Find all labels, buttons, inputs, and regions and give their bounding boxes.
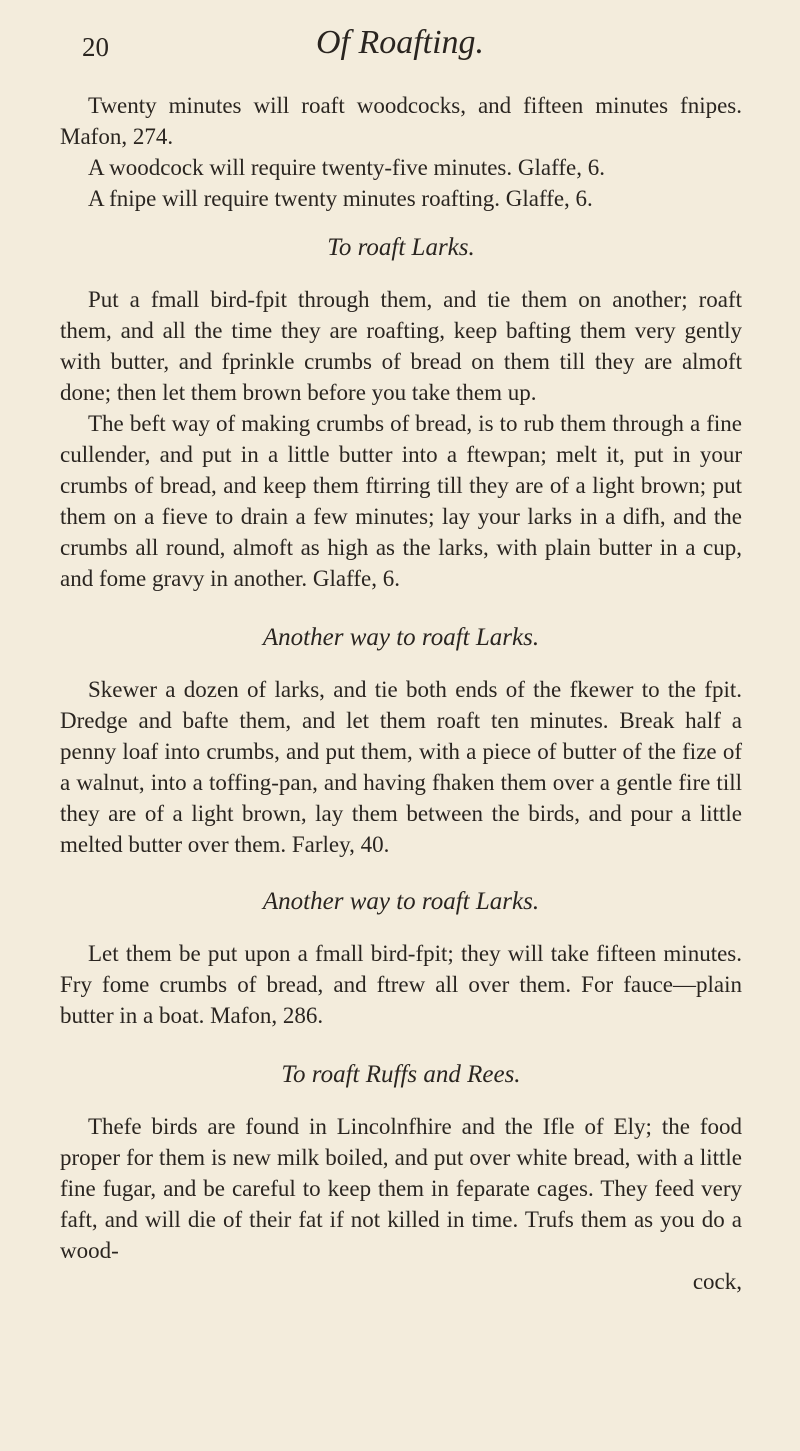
page-header [0,24,800,74]
heading-roast-larks: To roaft Larks. [327,234,475,261]
paragraph-larks-method: Put a fmall bird-fpit through them, and tie them on another; roaft them, and all the time they are roafting, keep bafting them very gently with butter, and fprinkle crumbs of bread on them till they are almoft done; then let them brown before you take them up. [60,287,742,405]
paragraph-ruffs-rees: Thefe birds are found in Lincolnfhire and the Ifle of Ely; the food proper for them is new milk boiled, and put over white bread, with a little fine fugar, and be careful to keep them in feparate cages. They feed very faft, and will die of their fat if not killed in time. Trufs them as you do a wood- [60,1114,742,1263]
running-title: Of Roafting. [315,24,485,61]
heading-another-way-larks-1: Another way to roaft Larks. [262,624,540,651]
paragraph-snipe: A fnipe will require twenty minutes roafting. Glaffe, 6. [88,186,593,211]
paragraph-bird-spit: Let them be put upon a fmall bird-fpit; they will take fifteen minutes. Fry fome crumbs of bread, and ftrew all over them. For fauce—plain butter in a boat. Mafon, 286. [60,941,742,1028]
catchword: cock, [692,1269,742,1294]
page-body [60,90,742,1297]
paragraph-woodcocks: Twenty minutes will roaft woodcocks, and fifteen minutes fnipes. Mafon, 274. [60,93,742,149]
page-number: 20 [82,32,109,62]
heading-ruffs-rees: To roaft Ruffs and Rees. [281,1061,521,1088]
paragraph-woodcock: A woodcock will require twenty-five minutes. Glaffe, 6. [88,155,605,180]
paragraph-bread-crumbs: The beft way of making crumbs of bread, is to rub them through a fine cullender, and put in a little butter into a ftewpan; melt it, put in your crumbs of bread, and keep them ftirring till they are of a light brown; put them on a fieve to drain a few minutes; lay your larks in a difh, and the crumbs all round, almoft as high as the larks, with plain butter in a cup, and fome gravy in another. Glaffe, 6. [60,411,742,591]
paragraph-skewer-larks: Skewer a dozen of larks, and tie both ends of the fkewer to the fpit. Dredge and bafte them, and let them roaft ten minutes. Break half a penny loaf into crumbs, and put them, with a piece of butter of the fize of a walnut, into a toffing-pan, and having fhaken them over a gentle fire till they are of a light brown, lay them between the birds, and pour a little melted butter over them. Farley, 40. [60,677,742,857]
heading-another-way-larks-2: Another way to roaft Larks. [262,888,540,915]
